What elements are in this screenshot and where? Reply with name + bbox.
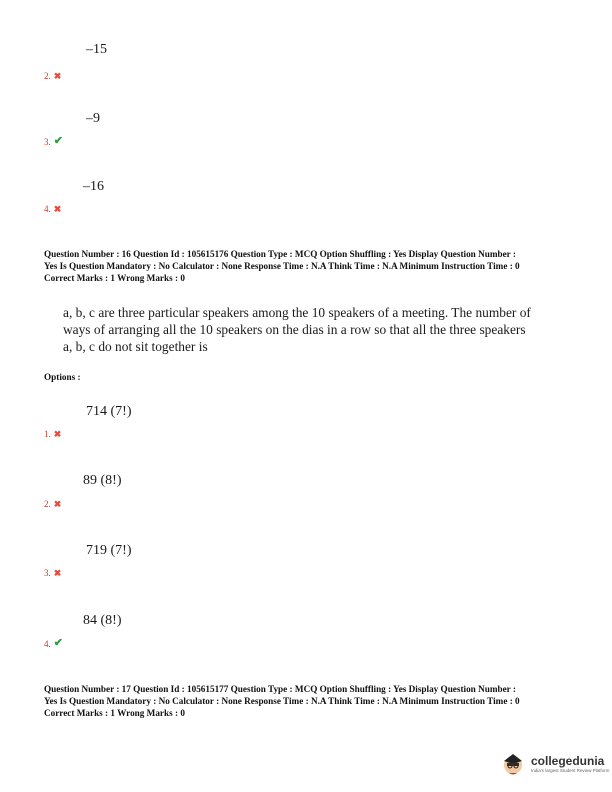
stem-line-2: ways of arranging all the 10 speakers on the dias in a row so that all the three speakers	[63, 322, 526, 337]
wrong-cross-icon: ✖	[53, 70, 62, 81]
meta-line-1: Question Number : 16 Question Id : 105615176 Question Type : MCQ Option Shuffling : Yes Display Question Number :	[44, 249, 516, 259]
option-number: 3.	[44, 568, 51, 578]
q16-option-4	[44, 638, 63, 649]
q16-option-value-1: 714 (7!)	[86, 404, 132, 419]
q16-option-value-4: 84 (8!)	[83, 613, 122, 628]
wrong-cross-icon: ✖	[53, 567, 62, 578]
option-number: 3.	[44, 136, 51, 147]
prev-option-4	[44, 204, 61, 214]
q16-option-value-3: 719 (7!)	[86, 543, 132, 558]
meta-line-3: Correct Marks : 1 Wrong Marks : 0	[44, 273, 185, 283]
q16-option-3	[44, 568, 61, 578]
collegedunia-logo	[499, 749, 609, 777]
options-label: Options :	[44, 372, 81, 382]
question-17-meta	[44, 683, 584, 719]
stem-line-1: a, b, c are three particular speakers among the 10 speakers of a meeting. The number of	[63, 305, 531, 320]
prev-option-value-4: –16	[83, 179, 104, 194]
option-number: 2.	[44, 499, 51, 509]
wrong-cross-icon: ✖	[53, 428, 62, 439]
option-number: 4.	[44, 638, 51, 649]
q16-option-1	[44, 429, 61, 439]
logo-tagline: India's largest Student Review Platform	[531, 767, 610, 773]
meta-line-2: Yes Is Question Mandatory : No Calculator : None Response Time : N.A Think Time : N.A Minimum Instruction Time : 0	[44, 696, 520, 706]
option-number: 4.	[44, 204, 51, 214]
wrong-cross-icon: ✖	[53, 498, 62, 509]
meta-line-1: Question Number : 17 Question Id : 105615177 Question Type : MCQ Option Shuffling : Yes Display Question Number :	[44, 684, 516, 694]
prev-option-value-3: –9	[86, 111, 100, 126]
prev-option-value-2: –15	[86, 42, 107, 57]
prev-option-2	[44, 71, 61, 81]
graduate-avatar-icon	[499, 749, 527, 777]
option-number: 1.	[44, 429, 51, 439]
logo-name: collegedunia	[531, 753, 605, 768]
stem-line-3: a, b, c do not sit together is	[63, 339, 208, 354]
meta-line-2: Yes Is Question Mandatory : No Calculator : None Response Time : N.A Think Time : N.A Minimum Instruction Time : 0	[44, 261, 520, 271]
meta-line-3: Correct Marks : 1 Wrong Marks : 0	[44, 708, 185, 718]
wrong-cross-icon: ✖	[53, 203, 62, 214]
q16-option-2	[44, 499, 61, 509]
prev-option-3	[44, 136, 63, 147]
question-16-meta	[44, 248, 584, 284]
correct-check-icon: ✔	[53, 135, 63, 147]
q16-option-value-2: 89 (8!)	[83, 473, 122, 488]
option-number: 2.	[44, 71, 51, 81]
correct-check-icon: ✔	[53, 637, 63, 649]
question-16-stem	[63, 304, 563, 355]
